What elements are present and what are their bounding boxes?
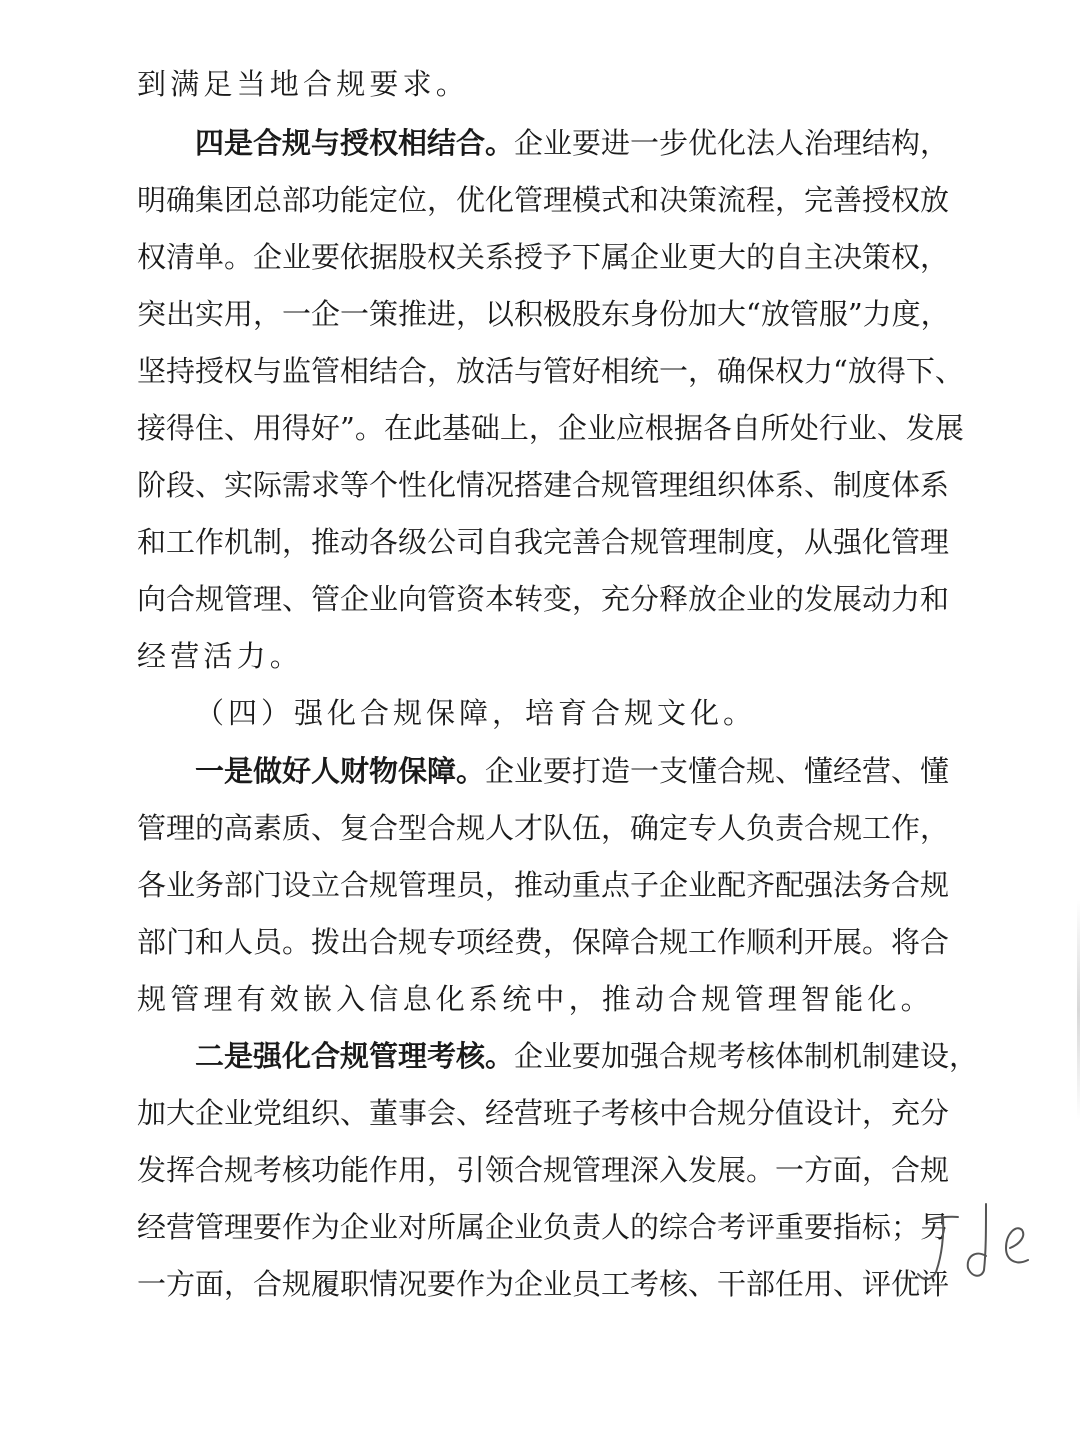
text-line-10: 向合规管理、管企业向管资本转变，充分释放企业的发展动力和 — [137, 582, 950, 616]
text-line-18: 二是强化合规管理考核。企业要加强合规考核体制机制建设， — [195, 1039, 979, 1073]
text-line-8: 阶段、实际需求等个性化情况搭建合规管理组织体系、制度体系 — [137, 468, 950, 502]
text-line-2: 四是合规与授权相结合。企业要进一步优化法人治理结构， — [195, 126, 950, 160]
text-line-11: 经营活力。 — [137, 639, 304, 673]
text-line-14: 管理的高素质、复合型合规人才队伍，确定专人负责合规工作， — [137, 811, 950, 845]
text-line-3: 明确集团总部功能定位，优化管理模式和决策流程，完善授权放 — [137, 183, 950, 217]
text-line-16: 部门和人员。拨出合规专项经费，保障合规工作顺利开展。将合 — [137, 925, 950, 959]
text-line-20: 发挥合规考核功能作用，引领合规管理深入发展。一方面，合规 — [137, 1153, 950, 1187]
text-line-21: 经营管理要作为企业对所属企业负责人的综合考评重要指标；另 — [137, 1210, 950, 1244]
text-line-15: 各业务部门设立合规管理员，推动重点子企业配齐配强法务合规 — [137, 868, 950, 902]
paragraph-lead: 二是强化合规管理考核。 — [195, 1039, 515, 1073]
paragraph-lead: 一是做好人财物保障。 — [195, 754, 486, 788]
text-line-13: 一是做好人财物保障。企业要打造一支懂合规、懂经营、懂 — [195, 754, 950, 788]
handwritten-signature — [900, 1190, 1060, 1300]
paragraph-lead: 四是合规与授权相结合。 — [195, 126, 515, 160]
text-line-7: 接得住、用得好”。在此基础上，企业应根据各自所处行业、发展 — [137, 411, 964, 445]
text-line-6: 坚持授权与监管相结合，放活与管好相统一，确保权力“放得下、 — [137, 354, 964, 388]
text-line-5: 突出实用，一企一策推进，以积极股东身份加大“放管服”力度， — [137, 297, 950, 331]
section-heading: （四）强化合规保障，培育合规文化。 — [195, 696, 757, 730]
text-line-1: 到满足当地合规要求。 — [137, 67, 470, 101]
text-line-22: 一方面，合规履职情况要作为企业员工考核、干部任用、评优评 — [137, 1267, 950, 1301]
text-line-4: 权清单。企业要依据股权关系授予下属企业更大的自主决策权， — [137, 240, 950, 274]
text-line-9: 和工作机制，推动各级公司自我完善合规管理制度，从强化管理 — [137, 525, 950, 559]
text-line-19: 加大企业党组织、董事会、经营班子考核中合规分值设计，充分 — [137, 1096, 950, 1130]
text-line-17: 规管理有效嵌入信息化系统中，推动合规管理智能化。 — [137, 982, 934, 1016]
